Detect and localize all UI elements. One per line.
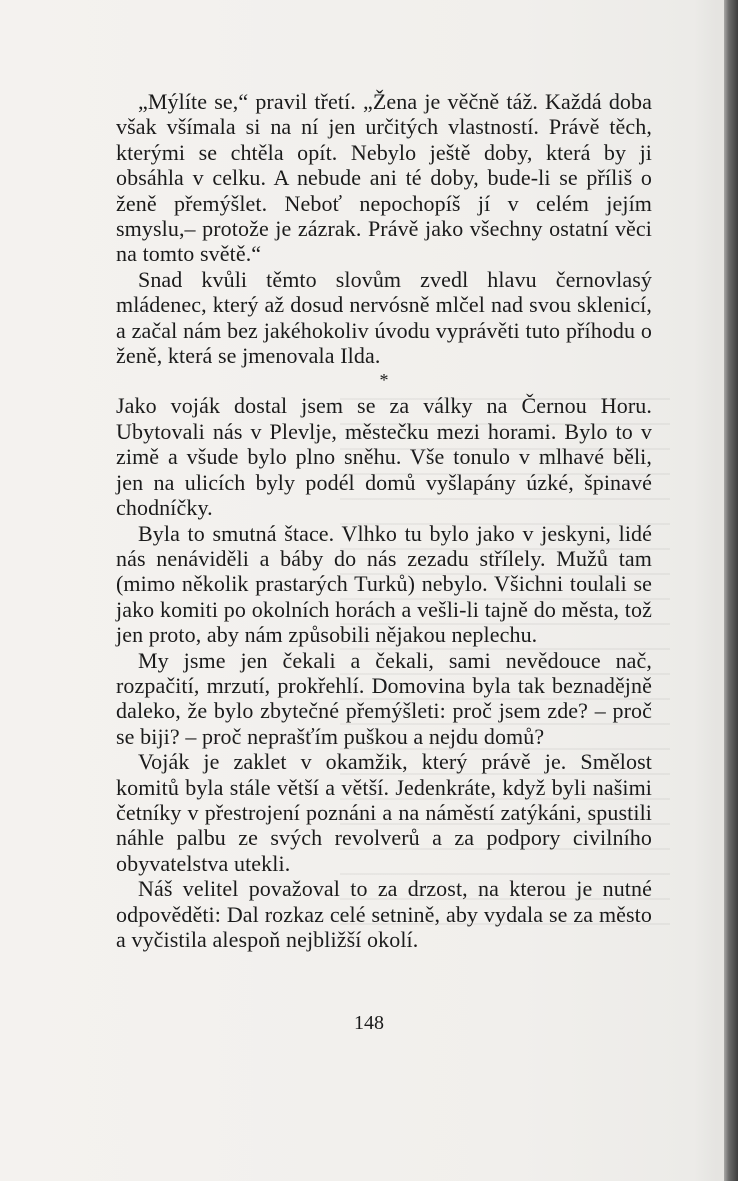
binding-edge <box>724 0 738 1181</box>
paragraph-4: Byla to smutná štace. Vlhko tu bylo jako v jeskyni, lidé nás nenáviděli a báby do nás zezadu střílely. Mužů tam (mimo několik prastarých Turků) nebylo. Všichni toulali se jako komiti po okolních horách a vešli-li tajně do města, tož jen proto, aby nám způsobili nějakou neplechu. <box>116 520 652 648</box>
body-text <box>116 89 652 952</box>
paragraph-1: „Mýlíte se,“ pravil třetí. „Žena je věčně táž. Každá doba však všímala si na ní jen určitých vlastností. Právě těch, kterými se chtěla opít. Nebylo ještě doby, která by ji obsáhla v celku. A nebude ani té doby, bude-li se příliš o ženě přemýšlet. Neboť nepochopíš jí v celém jejím smyslu,– protože je zázrak. Právě jako všechny ostatní věci na tomto světě.“ <box>116 89 652 267</box>
section-separator: * <box>379 370 389 391</box>
page-number: 148 <box>354 1012 384 1034</box>
paragraph-7: Náš velitel považoval to za drzost, na kterou je nutné odpověděti: Dal rozkaz celé setnině, aby vydala se za město a vyčistila alespoň nejbližší okolí. <box>116 876 652 952</box>
paragraph-6: Voják je zaklet v okamžik, který právě je. Smělost komitů byla stále větší a větší. Jedenkráte, když byli našimi četníky v přestrojení poznáni a na náměstí zatýkáni, spustili náhle palbu ze svých revolverů a za podpory civilního obyvatelstva utekli. <box>116 749 652 876</box>
paragraph-3: Jako voják dostal jsem se za války na Černou Horu. Ubytovali nás v Plevlje, městečku mezi horami. Bylo to v zimě a všude bylo plno sněhu. Vše tonulo v mlhavé běli, jen na ulicích byly podél domů vyšlapány úzké, špinavé chodníčky. <box>116 393 652 521</box>
paragraph-5: My jsme jen čekali a čekali, sami nevědouce nač, rozpačití, mrzutí, prokřehlí. Domovina byla tak beznadějně daleko, že bylo zbytečné přemýšleti: proč jsem zde? – proč se biji? – proč neprašťím puškou a nejdu domů? <box>116 647 652 749</box>
paragraph-2: Snad kvůli těmto slovům zvedl hlavu černovlasý mládenec, který až dosud nervósně mlčel nad svou sklenicí, a začal nám bez jakéhokoliv úvodu vyprávěti tuto příhodu o ženě, která se jmenovala Ilda. <box>116 266 652 369</box>
